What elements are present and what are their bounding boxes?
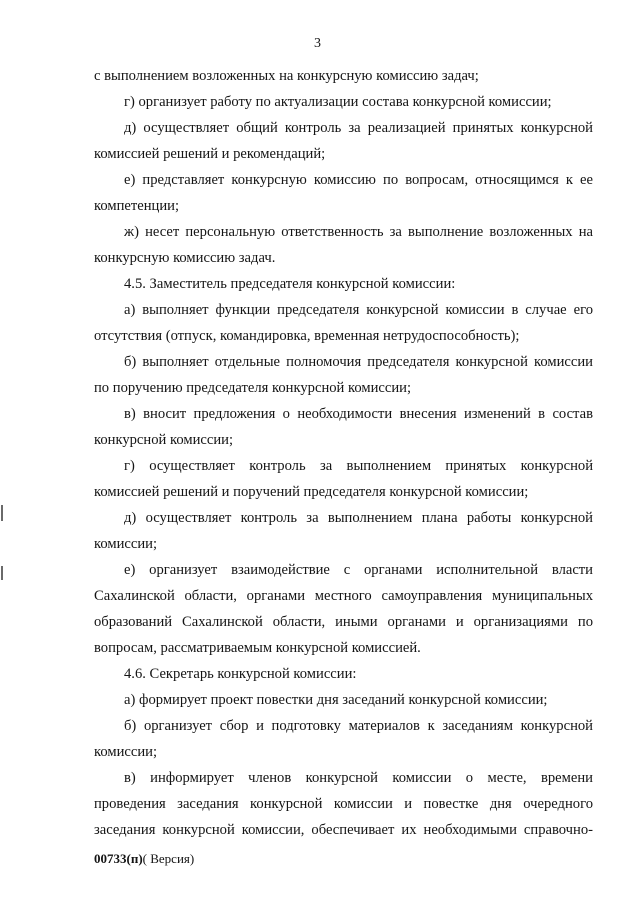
text-line: заседания конкурсной комиссии, обеспечивает их необходимыми справочно-: [94, 822, 593, 838]
scan-margin-mark: [1, 566, 3, 580]
text-line: д) осуществляет контроль за выполнением плана работы конкурсной: [124, 510, 593, 526]
text-line: конкурсной комиссии;: [94, 432, 234, 448]
text-line: г) организует работу по актуализации состава конкурсной комиссии;: [124, 94, 552, 110]
text-line: образований Сахалинской области, иными органами и организациями по: [94, 614, 593, 630]
section-heading: 4.6. Секретарь конкурсной комиссии:: [124, 666, 357, 682]
text-line: б) организует сбор и подготовку материалов к заседаниям конкурсной: [124, 718, 593, 734]
text-line: комиссией решений и рекомендаций;: [94, 146, 326, 162]
text-line: е) организует взаимодействие с органами исполнительной власти: [124, 562, 593, 578]
text-line: б) выполняет отдельные полномочия председателя конкурсной комиссии: [124, 354, 593, 370]
text-line: отсутствия (отпуск, командировка, временная нетрудоспособность);: [94, 328, 520, 344]
text-line: в) информирует членов конкурсной комиссии о месте, времени: [124, 770, 593, 786]
text-line: конкурсную комиссию задач.: [94, 250, 276, 266]
text-line: вопросам, рассматриваемым конкурсной комиссией.: [94, 640, 421, 656]
text-line: д) осуществляет общий контроль за реализацией принятых конкурсной: [124, 120, 593, 136]
section-heading: 4.5. Заместитель председателя конкурсной комиссии:: [124, 276, 456, 292]
document-code: 00733(п): [94, 851, 143, 866]
text-line: комиссии;: [94, 744, 158, 760]
text-line: а) выполняет функции председателя конкурсной комиссии в случае его: [124, 302, 593, 318]
page-number: 3: [314, 36, 321, 51]
text-line: с выполнением возложенных на конкурсную комиссию задач;: [94, 68, 479, 84]
document-footer: [94, 850, 194, 868]
text-line: проведения заседания конкурсной комиссии и повестке дня очередного: [94, 796, 593, 812]
text-line: Сахалинской области, органами местного самоуправления муниципальных: [94, 588, 593, 604]
text-line: г) осуществляет контроль за выполнением принятых конкурсной: [124, 458, 593, 474]
text-line: компетенции;: [94, 198, 180, 214]
document-version: ( Версия): [142, 851, 195, 866]
text-line: е) представляет конкурсную комиссию по вопросам, относящимся к ее: [124, 172, 593, 188]
text-line: по поручению председателя конкурсной комиссии;: [94, 380, 412, 396]
text-line: в) вносит предложения о необходимости внесения изменений в состав: [124, 406, 593, 422]
scan-margin-mark: [1, 505, 3, 521]
text-line: а) формирует проект повестки дня заседаний конкурсной комиссии;: [124, 692, 548, 708]
text-line: ж) несет персональную ответственность за выполнение возложенных на: [124, 224, 593, 240]
text-line: комиссией решений и поручений председателя конкурсной комиссии;: [94, 484, 529, 500]
text-line: комиссии;: [94, 536, 158, 552]
